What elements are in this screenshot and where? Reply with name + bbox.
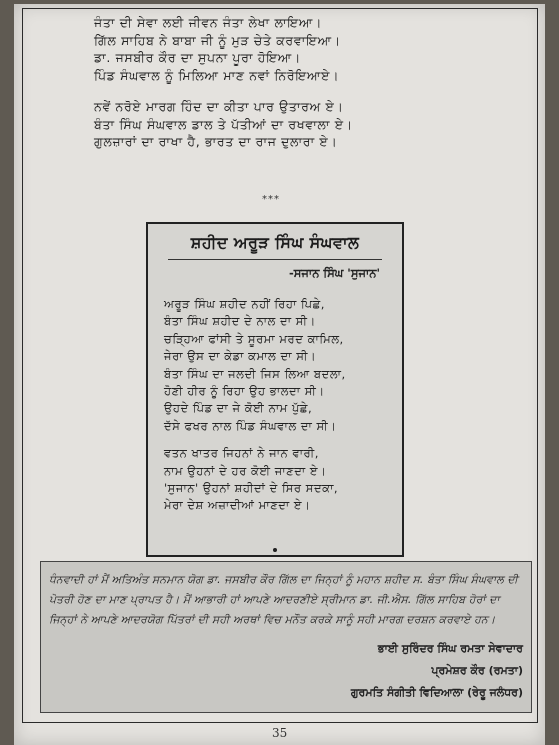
poem-line: ਬੰਤਾ ਸਿੰਘ ਦਾ ਜਲਦੀ ਜਿਸ ਲਿਆ ਬਦਲਾ, [164, 366, 346, 381]
poem-line: ਡਾ. ਜਸਬੀਰ ਕੌਰ ਦਾ ਸੁਪਨਾ ਪੂਰਾ ਹੋਇਆ। [94, 50, 301, 65]
signature-line-3: ਗੁਰਮਤਿ ਸੰਗੀਤੀ ਵਿਦਿਆਲਾ (ਰੇਰੂ ਜਲੰਧਰ) [350, 686, 523, 699]
poem-line: ਬੰਤਾ ਸਿੰਘ ਸੰਘਵਾਲ ਡਾਲ ਤੇ ਪੱਤੀਆਂ ਦਾ ਰਖਵਾਲਾ ਏ। [94, 116, 353, 132]
book-page [14, 4, 545, 745]
poem-line: ਦੱਸੇ ਫਖਰ ਨਾਲ ਪਿੰਡ ਸੰਘਵਾਲ ਦਾ ਸੀ। [164, 418, 337, 433]
boxed-poem-author: -ਸਜਾਨ ਸਿੰਘ 'ਸੁਜਾਨ' [288, 266, 380, 280]
acknowledgement-text: ਧੰਨਵਾਦੀ ਹਾਂ ਮੈਂ ਅਤਿਅੰਤ ਸਨਮਾਨ ਯੋਗ ਡਾ. ਜਸਬੀਰ ਕੌਰ ਗਿੱਲ ਦਾ ਜਿਨ੍ਹਾਂ ਨੂੰ ਮਹਾਨ ਸ਼ਹੀਦ ਸ. ਬੰਤਾ ਸਿੰਘ ਸੰਘਵਾਲ ਦੀ ਪੋਤਰੀ ਹੋਣ ਦਾ ਮਾਣ ਪ੍ਰਾਪਤ ਹੈ। ਮੈਂ ਆਭਾਰੀ ਹਾਂ ਆਪਣੇ ਆਦਰਣੀਏ ਸ੍ਰੀਮਾਨ ਡਾ. ਜੀ.ਐਸ. ਗਿੱਲ ਸਾਹਿਬ ਹੋਰਾਂ ਦਾ ਜਿਨ੍ਹਾਂ ਨੇ ਆਪਣੇ ਆਦਰਯੋਗ ਪਿੱਤਰਾਂ ਦੀ ਸਹੀ ਅਰਥਾਂ ਵਿਚ ਮਨੌਤ ਕਰਕੇ ਸਾਨੂੰ ਸਹੀ ਮਾਰਗ ਦਰਸ਼ਨ ਕਰਵਾਏ ਹਨ। [49, 573, 519, 626]
bullet-dot [273, 548, 277, 552]
poem-line: ਉਹਦੇ ਪਿੰਡ ਦਾ ਜੇ ਕੋਈ ਨਾਮ ਪੁੱਛੇ, [164, 401, 313, 416]
poem-line: ਗੁਲਜ਼ਾਰਾਂ ਦਾ ਰਾਖਾ ਹੈ, ਭਾਰਤ ਦਾ ਰਾਜ ਦੁਲਾਰਾ ਏ। [94, 134, 338, 149]
signature-line-1: ਭਾਈ ਸੁਰਿੰਦਰ ਸਿੰਘ ਰਮਤਾ ਸੇਵਾਦਾਰ [377, 642, 523, 655]
title-underline [168, 259, 382, 260]
boxed-poem-body [164, 296, 392, 525]
poem-line: ਵਤਨ ਖਾਤਰ ਜਿਹਨਾਂ ਨੇ ਜਾਨ ਵਾਰੀ, [164, 446, 319, 461]
poem-line: ਗਿੱਲ ਸਾਹਿਬ ਨੇ ਬਾਬਾ ਜੀ ਨੂੰ ਮੁੜ ਚੇਤੇ ਕਰਵਾਇਆ। [94, 32, 341, 48]
page-number: 35 [272, 726, 288, 740]
signature-line-2: ਪ੍ਰਮੇਸ਼ਰ ਕੌਰ (ਰਮਤਾ) [431, 664, 523, 677]
poem-line: ਪਿੰਡ ਸੰਘਵਾਲ ਨੂੰ ਮਿਲਿਆ ਮਾਣ ਨਵਾਂ ਨਿਰੋਇਆਏ। [94, 67, 340, 83]
boxed-poem [146, 222, 404, 557]
poem-line: ਬੰਤਾ ਸਿੰਘ ਸ਼ਹੀਦ ਦੇ ਨਾਲ ਦਾ ਸੀ। [164, 314, 316, 329]
poem-line: ਅਰੂੜ ਸਿੰਘ ਸ਼ਹੀਦ ਨਹੀਂ ਰਿਹਾ ਪਿਛੇ, [164, 297, 325, 311]
top-poem-stanza-1 [94, 14, 514, 84]
top-poem [94, 14, 514, 165]
poem-line: ਚੜ੍ਹਿਆ ਫਾਂਸੀ ਤੇ ਸੂਰਮਾ ਮਰਦ ਕਾਮਿਲ, [164, 331, 344, 346]
poem-line: ਜੰਤਾ ਦੀ ਸੇਵਾ ਲਈ ਜੀਵਨ ਜੰਤਾ ਲੇਖਾ ਲਾਇਆ। [94, 15, 323, 30]
poem-line: ਨਾਮ ਉਹਨਾਂ ਦੇ ਹਰ ਕੋਈ ਜਾਣਦਾ ਏ। [164, 463, 327, 478]
section-separator: *** [262, 194, 280, 205]
poem-line: ਮੇਰਾ ਦੇਸ਼ ਅਜ਼ਾਦੀਆਂ ਮਾਣਦਾ ਏ। [164, 498, 311, 513]
boxed-poem-title: ਸ਼ਹੀਦ ਅਰੂੜ ਸਿੰਘ ਸੰਘਵਾਲ [190, 233, 360, 252]
boxed-poem-stanza-1 [164, 296, 392, 435]
boxed-poem-stanza-2 [164, 445, 392, 515]
poem-line: 'ਸੁਜਾਨ' ਉਹਨਾਂ ਸ਼ਹੀਦਾਂ ਦੇ ਸਿਰ ਸਦਕਾ, [164, 481, 339, 496]
poem-line: ਹੋਣੀ ਹੀਰ ਨੂੰ ਰਿਹਾ ਉਹ ਭਾਲਦਾ ਸੀ। [164, 384, 325, 399]
poem-line: ਜੇਰਾ ਉਸ ਦਾ ਕੇਡਾ ਕਮਾਲ ਦਾ ਸੀ। [164, 349, 317, 364]
top-poem-stanza-2 [94, 98, 514, 151]
poem-line: ਨਵੇਂ ਨਰੋਏ ਮਾਰਗ ਹਿੰਦ ਦਾ ਕੀਤਾ ਪਾਰ ਉਤਾਰਅ ਏ। [94, 99, 344, 114]
acknowledgement-box [40, 561, 532, 713]
